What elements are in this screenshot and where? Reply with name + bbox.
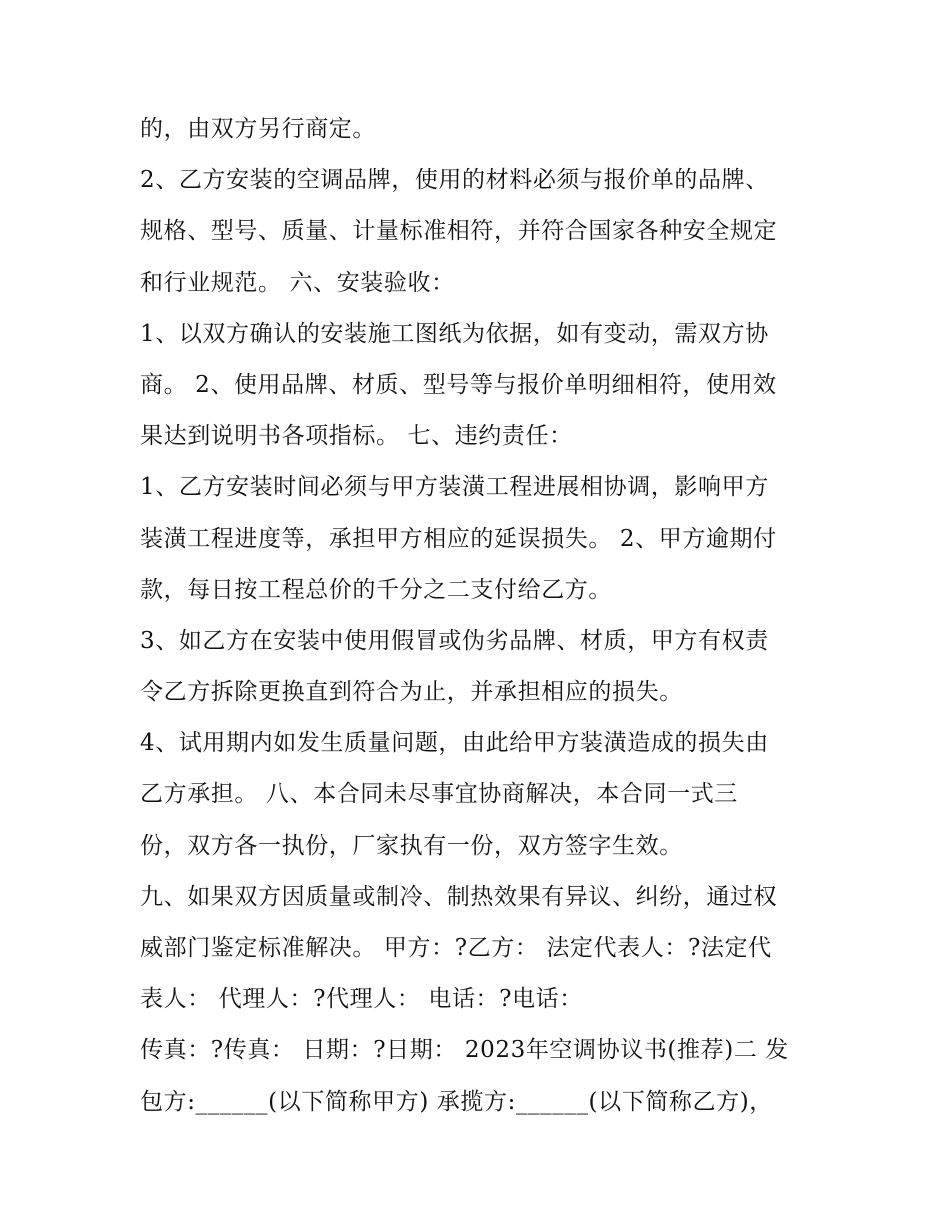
text-line: 包方:______(以下简称甲方) 承揽方:______(以下简称乙方)， [140,1088,773,1115]
text-line: 令乙方拆除更换直到符合为止，并承担相应的损失。 [140,679,683,706]
text-line: 款，每日按工程总价的千分之二支付给乙方。 [140,576,612,603]
text-line: 1、乙方安装时间必须与甲方装潢工程进展相协调，影响甲方 [140,474,769,501]
text-line: 装潢工程进度等，承担甲方相应的延误损失。 2、甲方逾期付 [140,525,777,552]
text-line: 份，双方各一执份，厂家执有一份，双方签字生效。 [140,832,683,859]
document-body [140,104,830,1128]
text-line: 表人： 代理人：?代理人： 电话：?电话： [140,986,583,1013]
text-line: 传真：?传真： 日期：?日期： 2023年空调协议书(推荐)二 发 [140,1037,789,1064]
text-line: 2、乙方安装的空调品牌，使用的材料必须与报价单的品牌、 [140,167,769,194]
text-line: 果达到说明书各项指标。 七、违约责任： [140,423,573,450]
text-line: 4、试用期内如发生质量问题，由此给甲方装潢造成的损失由 [140,730,769,757]
text-line: 的，由双方另行商定。 [140,116,376,142]
text-line: 规格、型号、质量、计量标准相符，并符合国家各种安全规定 [140,218,778,245]
text-line: 3、如乙方在安装中使用假冒或伪劣品牌、材质，甲方有权责 [140,627,769,654]
text-line: 1、以双方确认的安装施工图纸为依据，如有变动，需双方协 [140,320,769,347]
text-line: 威部门鉴定标准解决。 甲方：?乙方： 法定代表人：?法定代 [140,935,772,961]
text-line: 和行业规范。 六、安装验收： [140,269,455,296]
text-line: 乙方承担。 八、本合同未尽事宜协商解决，本合同一式三 [140,781,738,808]
text-line: 九、如果双方因质量或制冷、制热效果有异议、纠纷，通过权 [140,883,778,910]
text-line: 商。 2、使用品牌、材质、型号等与报价单明细相符，使用效 [140,371,777,398]
